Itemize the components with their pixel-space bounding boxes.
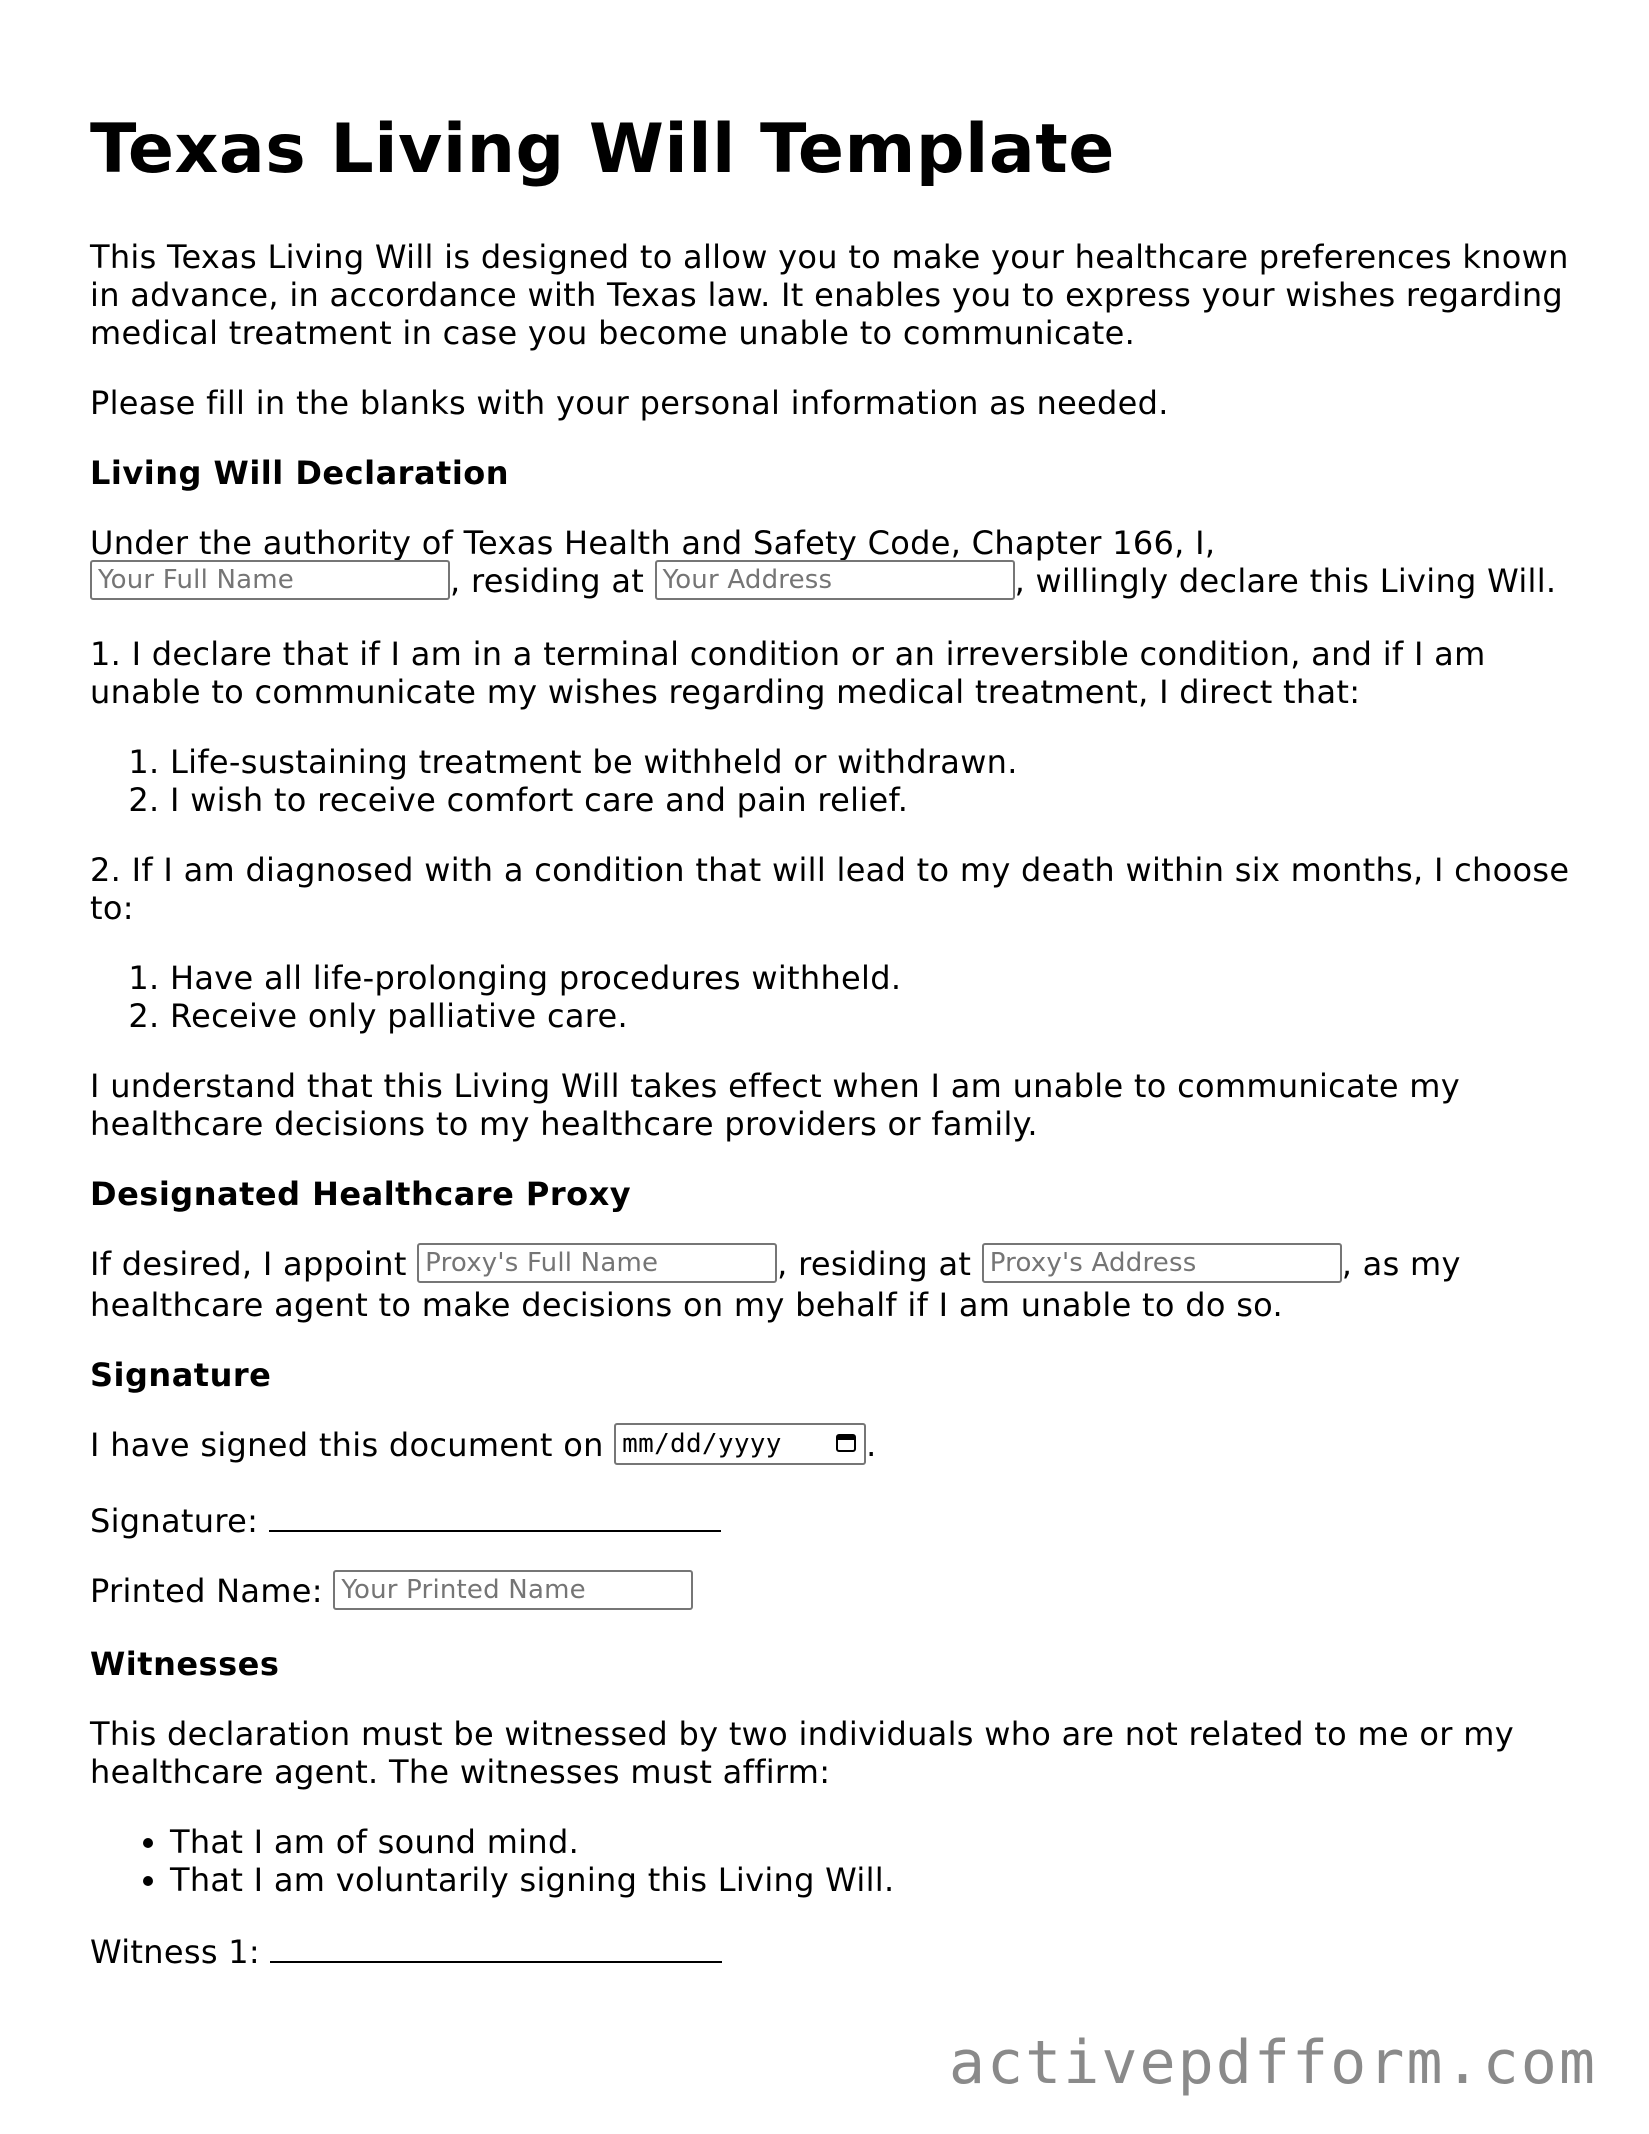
witness-1-label: Witness 1: xyxy=(90,1933,260,1971)
clause-2: 2. If I am diagnosed with a condition that will lead to my death within six months, I choose to: xyxy=(90,851,1570,927)
list-item: • That I am of sound mind. xyxy=(170,1823,1570,1861)
date-placeholder: mm/dd/yyyy xyxy=(622,1429,782,1459)
date-period: . xyxy=(866,1426,877,1464)
signing-date-input[interactable] xyxy=(614,1423,866,1465)
declaration-statement xyxy=(90,524,1570,603)
page-title: Texas Living Will Template xyxy=(90,110,1115,189)
intro-paragraph: This Texas Living Will is designed to allow you to make your healthcare preferences known in advance, in accordance with Texas law. It enables you to express your wishes regarding medical treatment in case you become unable to communicate. xyxy=(90,238,1569,352)
signed-on-text: I have signed this document on xyxy=(90,1426,604,1464)
list-item: 2. Receive only palliative care. xyxy=(170,997,1570,1035)
declaration-intro-text: Under the authority of Texas Health and Safety Code, Chapter 166, I, xyxy=(90,524,1216,562)
clause-1-list xyxy=(90,743,1570,819)
declaration-heading: Living Will Declaration xyxy=(90,454,510,492)
proxy-residing-text: , residing at xyxy=(777,1245,972,1283)
witness-1-line xyxy=(90,1931,1570,1971)
document-page xyxy=(90,110,1570,2003)
witness-affirmations-list xyxy=(90,1823,1570,1899)
clause-1: 1. I declare that if I am in a terminal condition or an irreversible condition, and if I am unable to communicate my wishes regarding medical treatment, I direct that: xyxy=(90,635,1486,711)
declare-text: , willingly declare this Living Will. xyxy=(1014,562,1557,600)
signature-blank xyxy=(269,1500,721,1532)
proxy-statement xyxy=(90,1245,1570,1324)
list-item: • That I am voluntarily signing this Living Will. xyxy=(170,1861,1570,1899)
instructions-paragraph: Please fill in the blanks with your personal information as needed. xyxy=(90,384,1169,422)
signature-heading: Signature xyxy=(90,1356,272,1394)
list-item: 1. Life-sustaining treatment be withheld or withdrawn. xyxy=(170,743,1570,781)
proxy-heading: Designated Healthcare Proxy xyxy=(90,1175,632,1213)
printed-name-label: Printed Name: xyxy=(90,1572,323,1610)
proxy-agent-text: , as my healthcare agent to make decisions on my behalf if I am unable to do so. xyxy=(90,1245,1461,1324)
full-name-input[interactable]: Your Full Name xyxy=(90,560,450,600)
clause-2-list xyxy=(90,959,1570,1035)
proxy-name-input[interactable]: Proxy's Full Name xyxy=(417,1243,777,1283)
understanding-paragraph: I understand that this Living Will takes effect when I am unable to communicate my healthcare decisions to my healthcare providers or family. xyxy=(90,1067,1461,1143)
address-input[interactable]: Your Address xyxy=(655,560,1015,600)
witnesses-heading: Witnesses xyxy=(90,1645,280,1683)
list-item: 1. Have all life-prolonging procedures withheld. xyxy=(170,959,1570,997)
proxy-intro-text: If desired, I appoint xyxy=(90,1245,407,1283)
residing-text: , residing at xyxy=(450,562,645,600)
signature-label: Signature: xyxy=(90,1502,259,1540)
calendar-icon[interactable] xyxy=(836,1434,856,1452)
proxy-address-input[interactable]: Proxy's Address xyxy=(982,1243,1342,1283)
printed-name-line xyxy=(90,1572,1570,1613)
printed-name-input[interactable]: Your Printed Name xyxy=(333,1570,693,1610)
witness-1-blank xyxy=(270,1931,722,1963)
list-item: 2. I wish to receive comfort care and pain relief. xyxy=(170,781,1570,819)
watermark: activepdfform.com xyxy=(948,2028,1597,2098)
signature-line xyxy=(90,1500,1570,1540)
witnesses-paragraph: This declaration must be witnessed by two individuals who are not related to me or my healthcare agent. The witnesses must affirm: xyxy=(90,1715,1514,1791)
signed-date-line xyxy=(90,1426,1570,1468)
